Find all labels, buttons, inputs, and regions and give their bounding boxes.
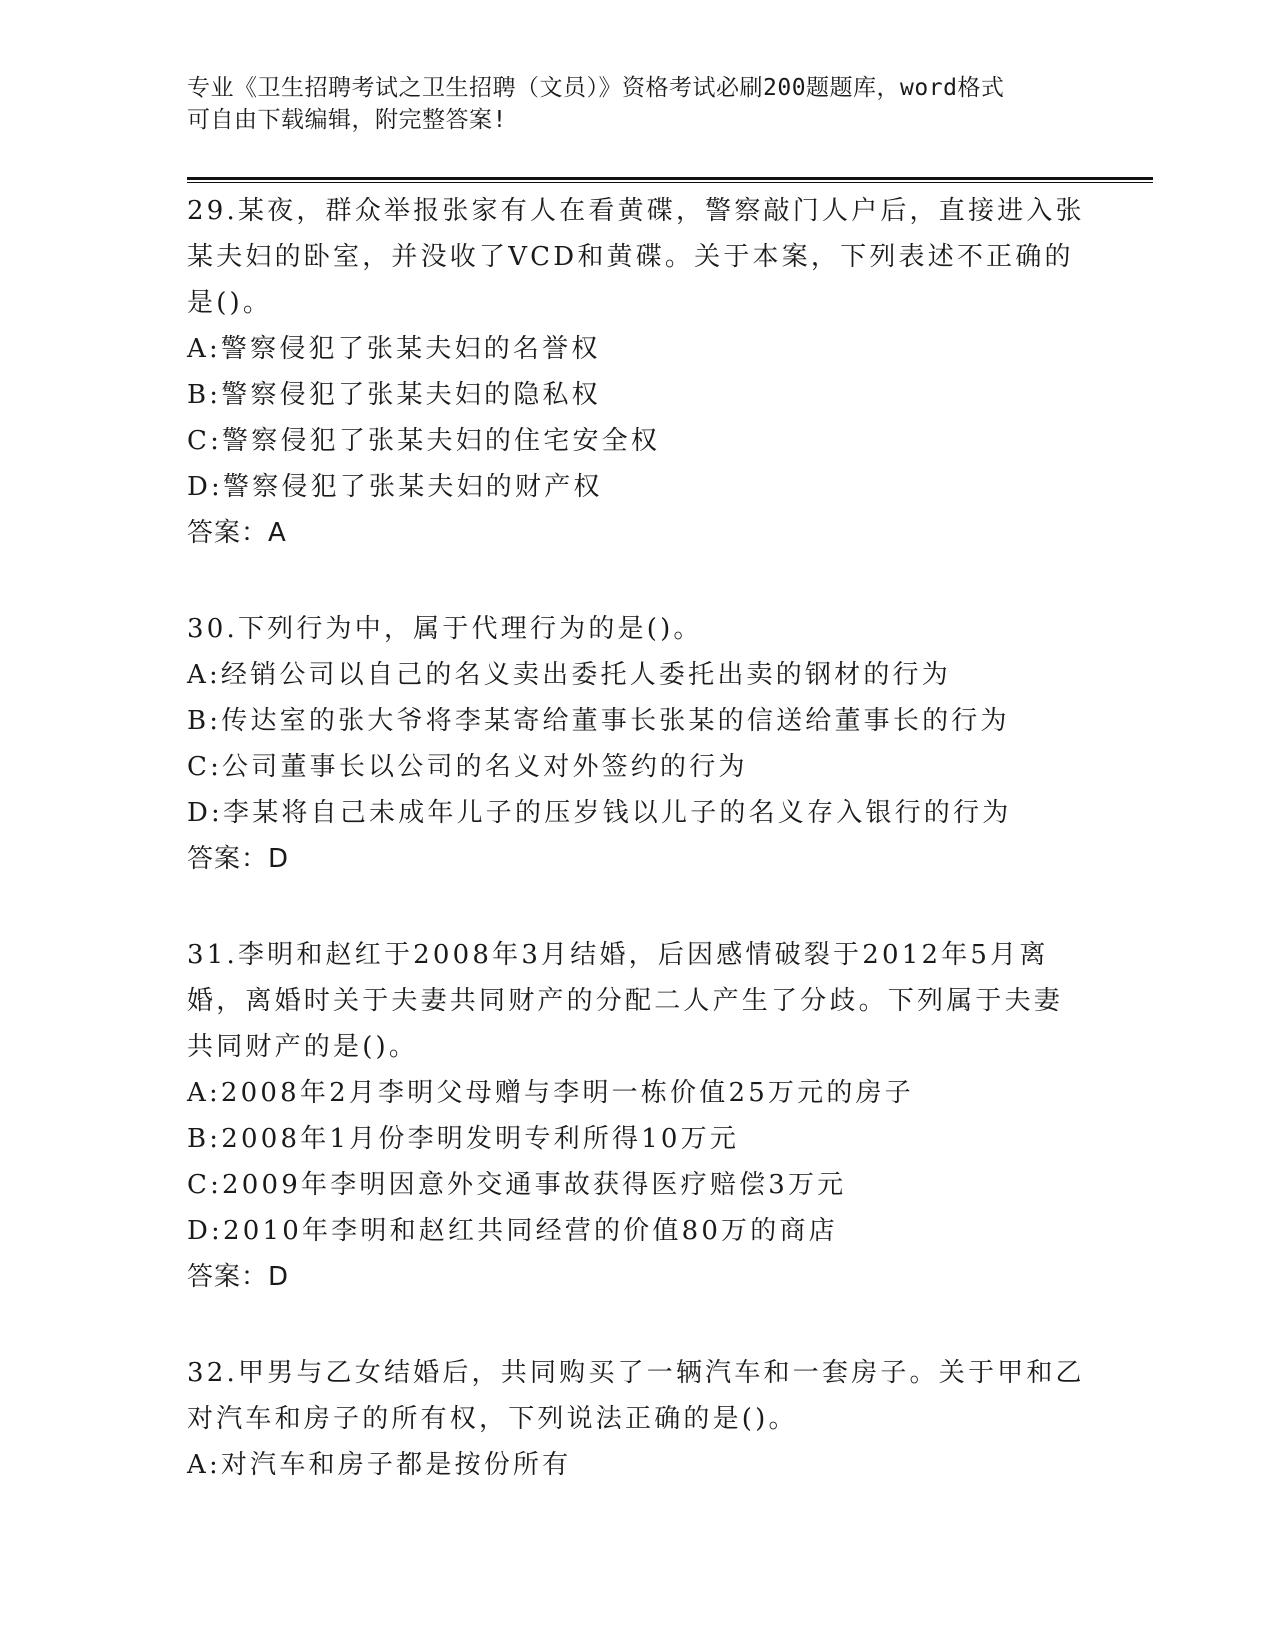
question-30	[187, 606, 1087, 882]
option-a: A:经销公司以自己的名义卖出委托人委托出卖的钢材的行为	[187, 660, 951, 690]
option-c: C:2009年李明因意外交通事故获得医疗赔偿3万元	[187, 1170, 847, 1200]
question-stem: 31.李明和赵红于2008年3月结婚，后因感情破裂于2012年5月离婚，离婚时关于夫妻共同财产的分配二人产生了分歧。下列属于夫妻共同财产的是()。	[187, 940, 1064, 1062]
question-stem: 32.甲男与乙女结婚后，共同购买了一辆汽车和一套房子。关于甲和乙对汽车和房子的所有权，下列说法正确的是()。	[187, 1358, 1085, 1434]
option-b: B:2008年1月份李明发明专利所得10万元	[187, 1124, 740, 1154]
question-32	[187, 1350, 1087, 1488]
option-c: C:公司董事长以公司的名义对外签约的行为	[187, 752, 748, 782]
question-29	[187, 188, 1087, 556]
option-b: B:传达室的张大爷将李某寄给董事长张某的信送给董事长的行为	[187, 706, 1010, 736]
question-stem: 30.下列行为中，属于代理行为的是()。	[187, 614, 703, 644]
option-a: A:2008年2月李明父母赠与李明一栋价值25万元的房子	[187, 1078, 914, 1108]
header-divider-thin	[187, 182, 1153, 183]
option-d: D:李某将自己未成年儿子的压岁钱以儿子的名义存入银行的行为	[187, 798, 1012, 828]
option-c: C:警察侵犯了张某夫妇的住宅安全权	[187, 426, 661, 456]
option-d: D:2010年李明和赵红共同经营的价值80万的商店	[187, 1216, 838, 1246]
document-header	[187, 72, 1087, 136]
header-line-2: 可自由下载编辑，附完整答案!	[187, 107, 507, 133]
header-divider-thick	[187, 177, 1153, 180]
answer-line: 答案：A	[187, 518, 287, 548]
question-31	[187, 932, 1087, 1300]
header-line-1: 专业《卫生招聘考试之卫生招聘（文员）》资格考试必刷200题题库，word格式	[187, 75, 1005, 101]
question-list	[187, 188, 1087, 1538]
option-a: A:警察侵犯了张某夫妇的名誉权	[187, 334, 601, 364]
answer-line: 答案：D	[187, 1262, 290, 1292]
option-a: A:对汽车和房子都是按份所有	[187, 1450, 572, 1480]
question-stem: 29.某夜，群众举报张家有人在看黄碟，警察敲门人户后，直接进入张某夫妇的卧室，并没收了VCD和黄碟。关于本案，下列表述不正确的是()。	[187, 196, 1085, 318]
option-d: D:警察侵犯了张某夫妇的财产权	[187, 472, 603, 502]
option-b: B:警察侵犯了张某夫妇的隐私权	[187, 380, 601, 410]
answer-line: 答案：D	[187, 844, 290, 874]
